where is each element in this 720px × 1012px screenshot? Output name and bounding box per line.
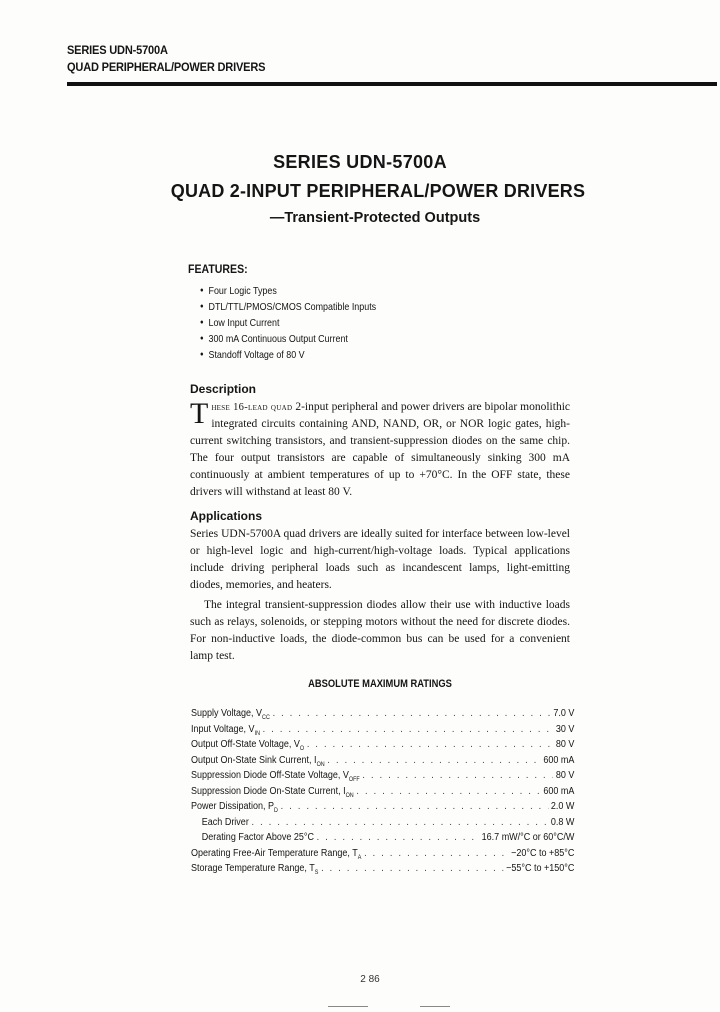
- leader-dots: [362, 770, 553, 781]
- rating-label: Storage Temperature Range, T: [191, 863, 315, 874]
- rating-row: [191, 755, 574, 771]
- rating-row: [191, 770, 574, 786]
- applications-paragraph-2: The integral transient-suppression diodes allow their use with inductive loads such as relays, solenoids, or stepping motors without the need for discrete diodes. For non-inductive loads, the diode-common bus can be used for a convenient lamp test.: [190, 599, 570, 662]
- rating-subscript: S: [314, 870, 319, 876]
- page-title: SERIES UDN-5700A: [273, 152, 447, 172]
- rating-subscript: CC: [262, 715, 270, 721]
- features-heading: FEATURES:: [188, 262, 248, 276]
- rating-value: 600 mA: [543, 754, 575, 766]
- leader-dots: [364, 848, 508, 859]
- rating-label: Output Off-State Voltage, V: [191, 739, 300, 750]
- rating-label: Suppression Diode On-State Current, I: [191, 785, 346, 797]
- header-subtitle: QUAD PERIPHERAL/POWER DRIVERS: [67, 60, 266, 74]
- leader-dots: [281, 801, 549, 812]
- rating-value: 30 V: [555, 723, 575, 735]
- rating-label: Operating Free-Air Temperature Range, T: [191, 847, 358, 859]
- rating-subscript: D: [274, 808, 278, 814]
- leader-dots: [252, 817, 549, 828]
- rating-subscript: ON: [316, 761, 325, 768]
- scan-artifact: [328, 1006, 368, 1007]
- rating-subscript: A: [357, 854, 362, 861]
- rating-subscript: OFF: [348, 777, 360, 783]
- ratings-table: [191, 708, 575, 879]
- feature-item: ● Four Logic Types: [200, 283, 376, 299]
- description-smallcaps: hese 16-lead quad: [211, 402, 293, 413]
- running-header: [67, 42, 283, 76]
- leader-dots: [317, 832, 479, 843]
- rating-value: 80 V: [555, 739, 575, 750]
- rating-subscript: ON: [345, 792, 354, 799]
- rating-value: −55°C to +150°C: [506, 863, 575, 874]
- header-rule: [67, 82, 717, 86]
- dropcap: T: [190, 397, 209, 430]
- feature-item: ● DTL/TTL/PMOS/CMOS Compatible Inputs: [200, 299, 376, 315]
- rating-label: Input Voltage, V: [191, 723, 255, 735]
- leader-dots: [273, 708, 551, 719]
- feature-item: ● Standoff Voltage of 80 V: [200, 347, 376, 363]
- leader-dots: [321, 863, 503, 874]
- features-list: [200, 283, 407, 363]
- description-text: 2-input peripheral and power drivers are bipolar monolithic integrated circuits containing AND, NAND, OR, or NOR logic gates, high-current switching transistors, and transient-suppression diodes on the same chip. The four output transistors are capable of simultaneously sinking 300 mA continuously at ambient temperatures of up to +70°C. In the OFF state, these drivers will withstand at least 80 V.: [190, 401, 570, 498]
- leader-dots: [327, 755, 540, 766]
- description-paragraph: [190, 399, 570, 501]
- ratings-heading: ABSOLUTE MAXIMUM RATINGS: [308, 678, 452, 690]
- rating-row: [191, 801, 574, 817]
- leader-dots: [307, 739, 553, 750]
- rating-value: 80 V: [555, 770, 575, 781]
- rating-row: [191, 832, 574, 848]
- rating-value: 0.8 W: [550, 816, 575, 828]
- leader-dots: [356, 786, 540, 797]
- rating-row: [191, 848, 574, 864]
- page-subtitle: QUAD 2-INPUT PERIPHERAL/POWER DRIVERS: [170, 181, 586, 201]
- page-number: 2 86: [360, 974, 380, 985]
- rating-value: −20°C to +85°C: [511, 847, 575, 859]
- rating-row: [191, 786, 574, 802]
- rating-value: 600 mA: [543, 785, 575, 797]
- header-series: SERIES UDN-5700A: [67, 43, 168, 57]
- description-heading: Description: [190, 382, 257, 396]
- scan-artifact: [420, 1006, 450, 1007]
- rating-row: [191, 724, 574, 740]
- feature-item: ● 300 mA Continuous Output Current: [200, 331, 376, 347]
- rating-value: 16.7 mW/°C or 60°C/W: [481, 832, 575, 843]
- applications-heading: Applications: [190, 509, 263, 523]
- rating-subscript: O: [299, 746, 305, 752]
- rating-value: 2.0 W: [550, 801, 575, 812]
- rating-label: Power Dissipation, P: [191, 801, 275, 812]
- rating-row: [191, 817, 574, 833]
- rating-row: [191, 739, 574, 755]
- rating-label: Output On-State Sink Current, I: [191, 754, 317, 766]
- rating-subscript: IN: [254, 730, 260, 737]
- rating-label: Each Driver: [201, 816, 249, 828]
- leader-dots: [263, 724, 554, 735]
- feature-item: ● Low Input Current: [200, 315, 376, 331]
- rating-row: [191, 708, 574, 724]
- applications-paragraph-1: Series UDN-5700A quad drivers are ideally suited for interface between low-level or high-level logic and high-current/high-voltage loads. Typical applications include driving peripheral loads such as incandescent lamps, light-emitting diodes, memories, and heaters.: [190, 528, 570, 591]
- rating-label: Supply Voltage, V: [191, 708, 263, 719]
- page-tagline: —Transient-Protected Outputs: [269, 210, 481, 226]
- rating-label: Suppression Diode Off-State Voltage, V: [191, 770, 349, 781]
- rating-row: [191, 863, 574, 879]
- rating-value: 7.0 V: [553, 708, 575, 719]
- rating-label: Derating Factor Above 25°C: [201, 832, 314, 843]
